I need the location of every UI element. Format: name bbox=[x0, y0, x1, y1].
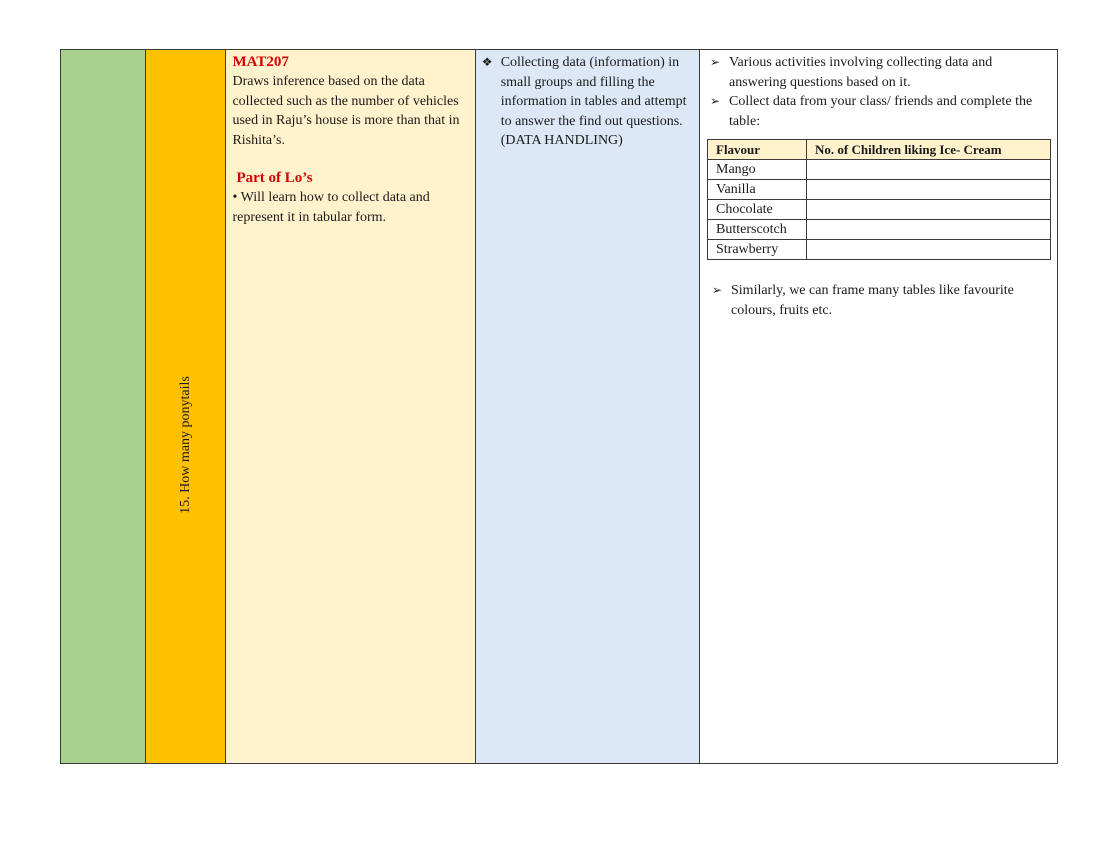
diamond-bullet-icon: ❖ bbox=[481, 55, 493, 69]
lo-description: Draws inference based on the data collected such as the number of vehicles used in Raju’s house is more than that in Rishita’s. bbox=[232, 74, 460, 148]
chapter-title: 15. How many ponytails bbox=[177, 376, 193, 514]
arrowhead-bullet-icon: ➢ bbox=[712, 283, 723, 297]
arrowhead-bullet-icon: ➢ bbox=[710, 55, 721, 69]
pedagogy-column bbox=[476, 50, 700, 763]
blank-green-column bbox=[61, 50, 146, 763]
lo-code: MAT207 bbox=[232, 54, 289, 70]
table-row: Mango bbox=[708, 160, 1051, 180]
table-row: Vanilla bbox=[708, 180, 1051, 200]
header-children-count: No. of Children liking Ice- Cream bbox=[807, 140, 1051, 160]
curriculum-table-row bbox=[60, 49, 1058, 764]
chapter-column bbox=[146, 50, 227, 763]
table-row: Chocolate bbox=[708, 200, 1051, 220]
pedagogy-item: ❖ Collecting data (information) in small groups and filling the information in tables and attempt to answer the find out questions. (DATA HANDLING) bbox=[481, 55, 687, 148]
part-of-los-heading: Part of Lo’s bbox=[236, 170, 313, 186]
activity-closing-item: ➢ Similarly, we can frame many tables like favourite colours, fruits etc. bbox=[712, 283, 1014, 318]
learning-outcome-column bbox=[226, 50, 475, 763]
header-flavour: Flavour bbox=[708, 140, 807, 160]
activity-item: ➢ Various activities involving collecting data and answering questions based on it. bbox=[710, 55, 993, 90]
table-row: Butterscotch bbox=[708, 220, 1051, 240]
table-row: Strawberry bbox=[708, 240, 1051, 260]
ice-cream-flavour-table bbox=[707, 139, 1051, 260]
part-of-los-text: • Will learn how to collect data and represent it in tabular form. bbox=[232, 190, 430, 225]
activities-column bbox=[700, 50, 1057, 763]
activity-item: ➢ Collect data from your class/ friends and complete the table: bbox=[710, 94, 1033, 129]
arrowhead-bullet-icon: ➢ bbox=[710, 94, 721, 108]
